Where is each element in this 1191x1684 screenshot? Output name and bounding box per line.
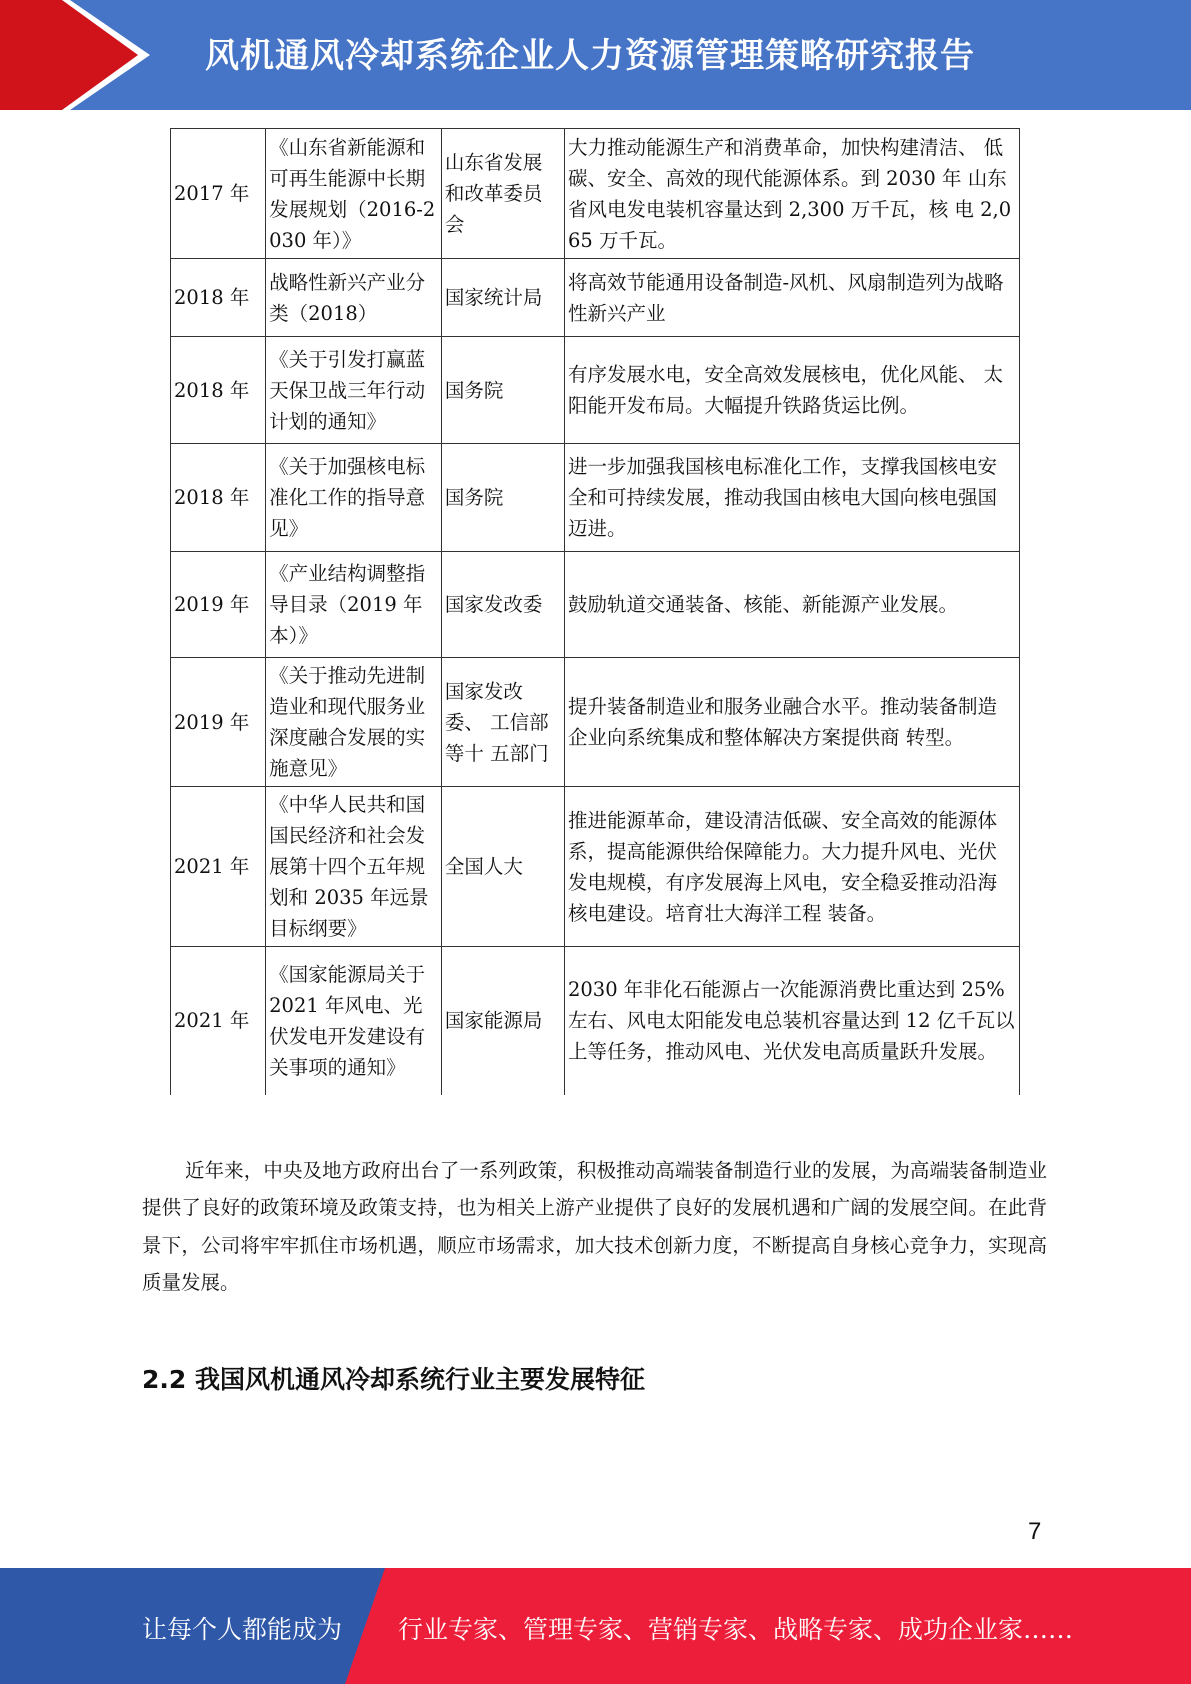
- cell-year: 2018 年: [171, 444, 266, 552]
- header-red-arrow-decoration: [0, 0, 150, 110]
- cell-content: 鼓励轨道交通装备、核能、新能源产业发展。: [564, 552, 1019, 658]
- cell-issuer: 国家统计局: [441, 259, 564, 337]
- cell-content: 进一步加强我国核电标准化工作，支撑我国核电安全和可持续发展，推动我国由核电大国向核电强国迈进。: [564, 444, 1019, 552]
- cell-year: 2021 年: [171, 787, 266, 947]
- cell-year: 2018 年: [171, 259, 266, 337]
- cell-document: 《产业结构调整指导目录（2019 年本）》: [266, 552, 442, 658]
- cell-issuer: 国务院: [441, 444, 564, 552]
- report-title: 风机通风冷却系统企业人力资源管理策略研究报告: [205, 36, 975, 76]
- cell-year: 2017 年: [171, 129, 266, 259]
- cell-issuer: 国家发改委、 工信部等十 五部门: [441, 658, 564, 787]
- table-row: [171, 552, 1020, 658]
- cell-year: 2021 年: [171, 947, 266, 1095]
- table-row: [171, 259, 1020, 337]
- page-header: [0, 0, 1191, 110]
- policy-table: [170, 128, 1020, 1095]
- cell-document: 战略性新兴产业分类（2018）: [266, 259, 442, 337]
- cell-document: 《中华人民共和国国民经济和社会发展第十四个五年规划和 2035 年远景目标纲要》: [266, 787, 442, 947]
- table-row: [171, 337, 1020, 444]
- cell-content: 提升装备制造业和服务业融合水平。推动装备制造企业向系统集成和整体解决方案提供商 转型。: [564, 658, 1019, 787]
- table-row: [171, 658, 1020, 787]
- cell-year: 2019 年: [171, 552, 266, 658]
- cell-content: 有序发展水电，安全高效发展核电，优化风能、 太阳能开发布局。大幅提升铁路货运比例。: [564, 337, 1019, 444]
- table-row: [171, 444, 1020, 552]
- cell-year: 2018 年: [171, 337, 266, 444]
- footer-slogan-right: 行业专家、管理专家、营销专家、战略专家、成功企业家……: [398, 1615, 1074, 1644]
- cell-year: 2019 年: [171, 658, 266, 787]
- cell-issuer: 国家能源局: [441, 947, 564, 1095]
- cell-issuer: 山东省发展和改革委员会: [441, 129, 564, 259]
- table-row: [171, 947, 1020, 1095]
- footer-slogan-left: 让每个人都能成为: [142, 1615, 343, 1644]
- cell-document: 《关于引发打赢蓝天保卫战三年行动计划的通知》: [266, 337, 442, 444]
- table-row: [171, 129, 1020, 259]
- body-paragraph: 近年来，中央及地方政府出台了一系列政策，积极推动高端装备制造行业的发展，为高端装备制造业提供了良好的政策环境及政策支持，也为相关上游产业提供了良好的发展机遇和广阔的发展空间。在此背景下，公司将牢牢抓住市场机遇，顺应市场需求，加大技术创新力度，不断提高自身核心竞争力，实现高质量发展。: [142, 1158, 1047, 1294]
- cell-content: 大力推动能源生产和消费革命，加快构建清洁、 低碳、安全、高效的现代能源体系。到 2030 年 山东省风电发电装机容量达到 2,300 万千瓦，核 电 2,065 万千瓦。: [564, 129, 1019, 259]
- cell-document: 《山东省新能源和可再生能源中长期发展规划（2016-2030 年）》: [266, 129, 442, 259]
- table-row: [171, 787, 1020, 947]
- cell-issuer: 国务院: [441, 337, 564, 444]
- cell-content: 推进能源革命，建设清洁低碳、安全高效的能源体系，提高能源供给保障能力。大力提升风电、光伏发电规模，有序发展海上风电，安全稳妥推动沿海核电建设。培育壮大海洋工程 装备。: [564, 787, 1019, 947]
- page-footer: [0, 1568, 1191, 1684]
- cell-document: 《国家能源局关于 2021 年风电、光伏发电开发建设有关事项的通知》: [266, 947, 442, 1095]
- cell-document: 《关于加强核电标准化工作的指导意见》: [266, 444, 442, 552]
- cell-issuer: 国家发改委: [441, 552, 564, 658]
- cell-issuer: 全国人大: [441, 787, 564, 947]
- cell-content: 将高效节能通用设备制造-风机、风扇制造列为战略性新兴产业: [564, 259, 1019, 337]
- page-number: 7: [1028, 1518, 1042, 1545]
- cell-document: 《关于推动先进制造业和现代服务业深度融合发展的实施意见》: [266, 658, 442, 787]
- cell-content: 2030 年非化石能源占一次能源消费比重达到 25%左右、风电太阳能发电总装机容量达到 12 亿千瓦以上等任务，推动风电、光伏发电高质量跃升发展。: [564, 947, 1019, 1095]
- section-heading: 2.2 我国风机通风冷却系统行业主要发展特征: [142, 1365, 645, 1394]
